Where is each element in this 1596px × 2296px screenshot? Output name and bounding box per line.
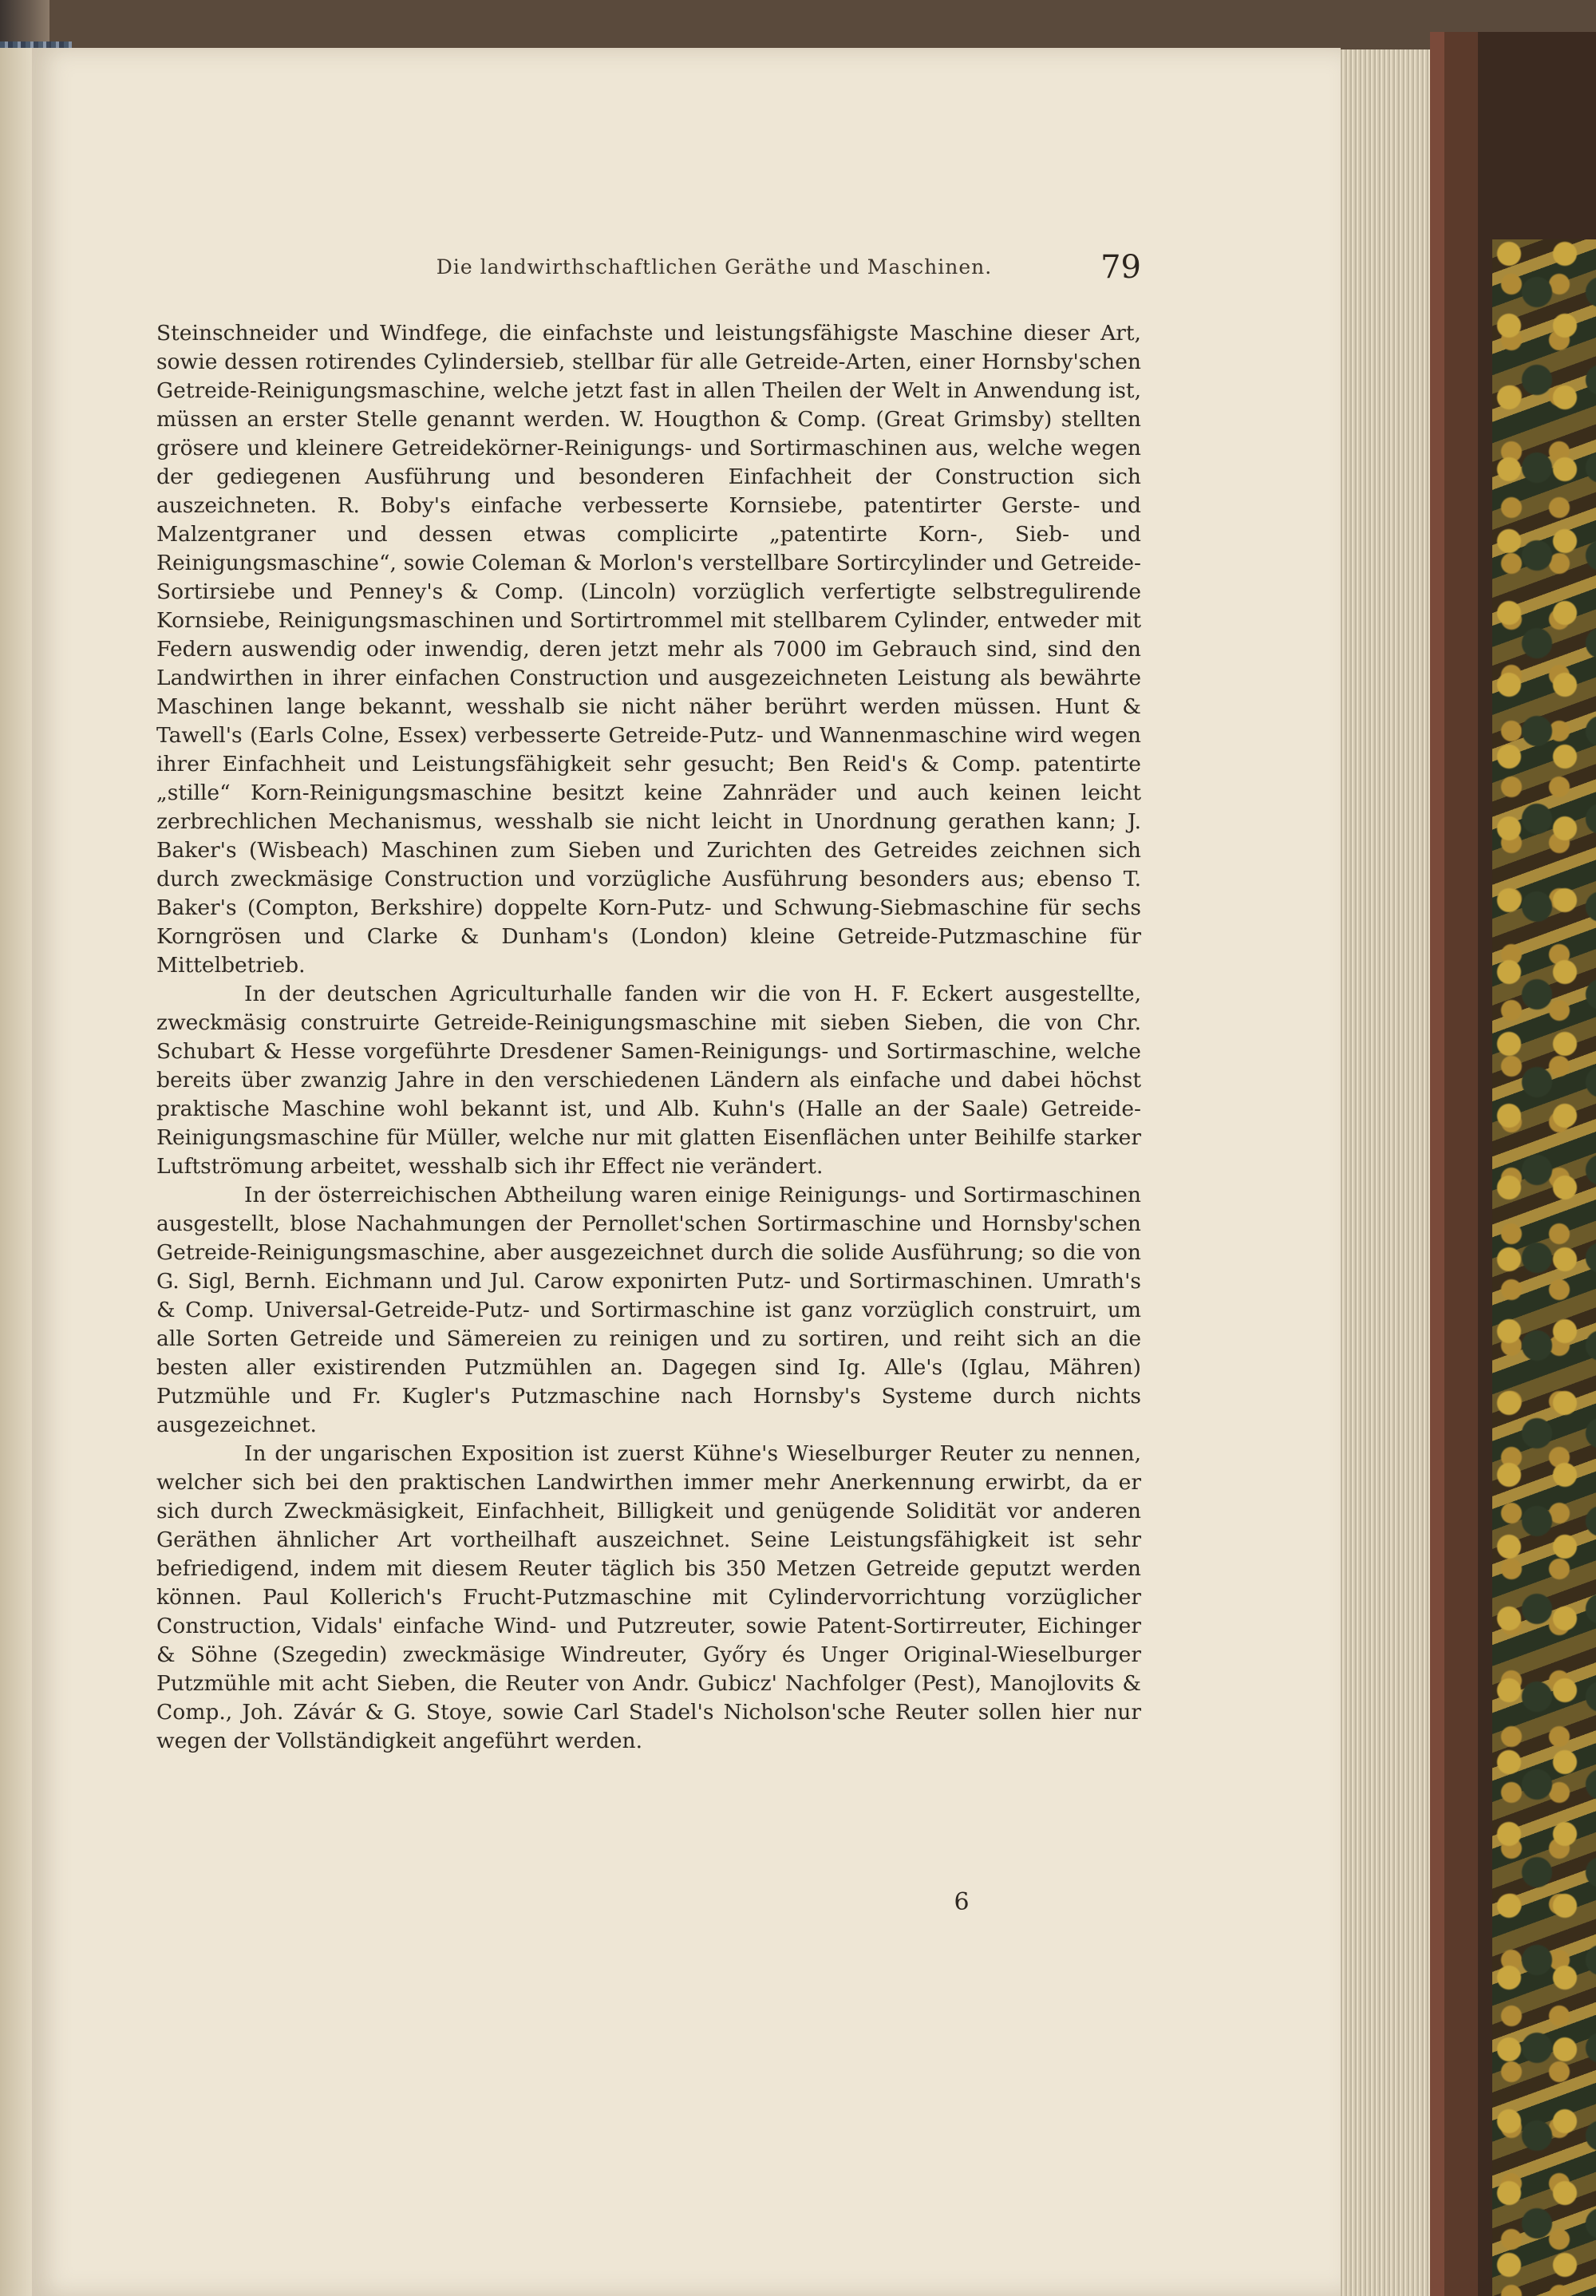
page-fore-edge — [1341, 49, 1430, 2296]
signature-mark: 6 — [954, 1888, 970, 1916]
paragraph-4: In der ungarischen Exposition ist zuerst Kühne's Wieselburger Reuter zu nennen, welcher sich bei den praktischen Landwirthen immer mehr Anerkennung erwirbt, da er sich durch Zweckmäsigkeit, Einfachheit, Billigkeit und genügende Solidität vor anderen Geräthen ähnlicher Art vortheilhaft auszeichnet. Seine Leistungsfähigkeit ist sehr befriedigend, indem mit diesem Reuter täglich bis 350 Metzen Getreide geputzt werden können. Paul Kollerich's Frucht-Putzmaschine mit Cylindervorrichtung vorzüglicher Construction, Vidals' einfache Wind- und Putzreuter, sowie Patent-Sortirreuter, Eichinger & Söhne (Szegedin) zweckmäsige Windreuter, Győry és Unger Original-Wieselburger Putzmühle mit acht Sieben, die Reuter von Andr. Gubicz' Nachfolger (Pest), Manojlovits & Comp., Joh. Závár & G. Stoye, sowie Carl Stadel's Nicholson'sche Reuter sollen hier nur wegen der Vollständigkeit angeführt werden. — [156, 1441, 1141, 1753]
paragraph-2: In der deutschen Agriculturhalle fanden wir die von H. F. Eckert ausgestellte, zweckmäsig construirte Getreide-Reinigungsmaschine mit sieben Sieben, die von Chr. Schubart & Hesse vorgeführte Dresdener Samen-Reinigungs- und Sortirmaschine, welche bereits über zwanzig Jahre in den verschiedenen Ländern als einfache und dabei höchst praktische Maschine wohl bekannt ist, und Alb. Kuhn's (Halle an der Saale) Getreide-Reinigungsmaschine für Müller, welche nur mit glatten Eisenflächen unter Beihilfe starker Luftströmung arbeitet, wesshalb sich ihr Effect nie verändert. — [156, 982, 1141, 1179]
page-number: 79 — [1100, 249, 1141, 286]
running-head: Die landwirthschaftlichen Geräthe und Maschinen. — [436, 255, 993, 279]
paragraph-3: In der österreichischen Abtheilung waren einige Reinigungs- und Sortirmaschinen ausgestellt, blose Nachahmungen der Pernollet'schen Sortirmaschine und Hornsby'schen Getreide-Reinigungsmaschine, aber ausgezeichnet durch die solide Ausführung; so die von G. Sigl, Bernh. Eichmann und Jul. Carow exponirten Putz- und Sortirmaschinen. Umrath's & Comp. Universal-Getreide-Putz- und Sortirmaschine ist ganz vorzüglich construirt, um alle Sorten Getreide und Sämereien zu reinigen und zu sortiren, und reiht sich an die besten aller existirenden Putzmühlen an. Dagegen sind Ig. Alle's (Iglau, Mähren) Putzmühle und Fr. Kugler's Putzmaschine nach Hornsby's Systeme durch nichts ausgezeichnet. — [156, 1183, 1141, 1437]
paragraph-1: Steinschneider und Windfege, die einfachste und leistungsfähigste Maschine dieser Art, sowie dessen rotirendes Cylindersieb, stellbar für alle Getreide-Arten, einer Hornsby'schen Getreide-Reinigungsmaschine, welche jetzt fast in allen Theilen der Welt in Anwendung ist, müssen an erster Stelle genannt werden. W. Hougthon & Comp. (Great Grimsby) stellten grösere und kleinere Getreidekörner-Reinigungs- und Sortirmaschinen aus, welche wegen der gediegenen Ausführung und besonderen Einfachheit der Construction sich auszeichneten. R. Boby's einfache verbesserte Kornsiebe, patentirter Gerste- und Malzentgraner und dessen etwas complicirte „patentirte Korn-, Sieb- und Reinigungsmaschine“, sowie Coleman & Morlon's verstellbare Sortircylinder und Getreide-Sortirsiebe und Penney's & Comp. (Lincoln) vorzüglich verfertigte selbstregulirende Kornsiebe, Reinigungsmaschinen und Sortirtrommel mit stellbarem Cylinder, entweder mit Federn auswendig oder inwendig, deren jetzt mehr als 7000 im Gebrauch sind, sind den Landwirthen in ihrer einfachen Construction und ausgezeichneten Leistung als bewährte Maschinen lange bekannt, wesshalb sie nicht näher berührt werden müssen. Hunt & Tawell's (Earls Colne, Essex) verbesserte Getreide-Putz- und Wannenmaschine wird wegen ihrer Einfachheit und Leistungsfähigkeit sehr gesucht; Ben Reid's & Comp. patentirte „stille“ Korn-Reinigungsmaschine besitzt keine Zahnräder und auch keinen leicht zerbrechlichen Mechanismus, wesshalb sie nicht leicht in Unordnung gerathen kann; J. Baker's (Wisbeach) Maschinen zum Sieben und Zurichten des Getreides zeichnen sich durch zweckmäsige Construction und vorzügliche Ausführung besonders aus; ebenso T. Baker's (Compton, Berkshire) doppelte Korn-Putz- und Schwung-Siebmaschine für sechs Korngrösen und Clarke & Dunham's (London) kleine Getreide-Putzmaschine für Mittelbetrieb. — [156, 321, 1141, 978]
marbled-endpaper — [1492, 239, 1596, 2296]
body-text — [156, 319, 1141, 1756]
